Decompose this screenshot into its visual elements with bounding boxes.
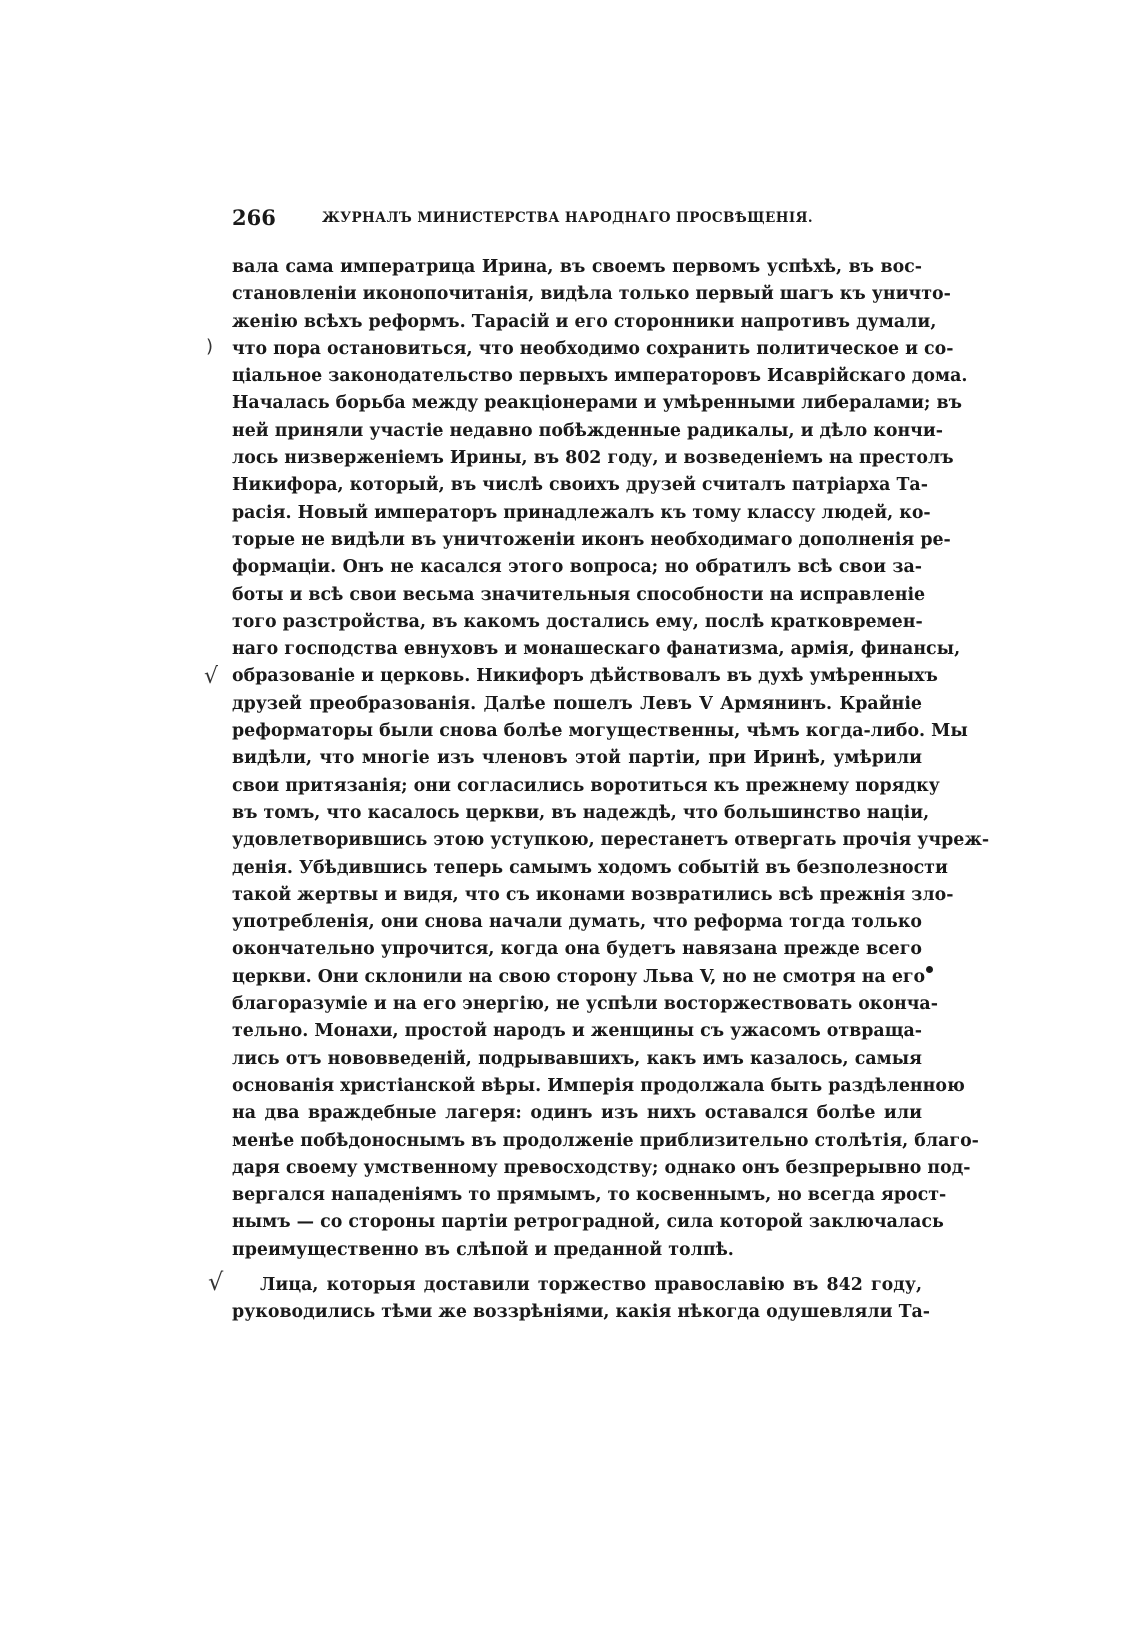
text-line: удовлетворившись этою уступкою, перестанетъ отвергать прочія учреж- xyxy=(232,830,990,851)
text-line: видѣли, что многіе изъ членовъ этой партіи, при Иринѣ, умѣрили xyxy=(232,748,922,769)
text-line: церкви. Они склонили на свою сторону Льва V, но не смотря на его xyxy=(232,966,926,987)
text-line: Никифора, который, въ числѣ своихъ друзей считалъ патріарха Та- xyxy=(232,475,928,496)
text-line: преимущественно въ слѣпой и преданной толпѣ. xyxy=(232,1239,734,1260)
text-line: благоразуміе и на его энергію, не успѣли восторжествовать оконча- xyxy=(232,994,938,1015)
text-line: Началась борьба между реакціонерами и умѣренными либералами; въ xyxy=(232,393,962,414)
page-number: 266 xyxy=(232,205,276,230)
text-line: менѣе побѣдоноснымъ въ продолженіе приблизительно столѣтія, благо- xyxy=(232,1130,979,1151)
text-line: руководились тѣми же воззрѣніями, какія нѣкогда одушевляли Та- xyxy=(232,1302,931,1323)
text-line: становленіи иконопочитанія, видѣла только первый шагъ къ уничто- xyxy=(232,284,951,305)
text-line: Лица, которыя доставили торжество православію въ 842 году, xyxy=(260,1274,922,1295)
page-header xyxy=(232,205,922,235)
text-line: вергался нападеніямъ то прямымъ, то косвеннымъ, но всегда ярост- xyxy=(232,1185,947,1206)
margin-check-mark: √ xyxy=(204,664,219,689)
text-line: свои притязанія; они согласились воротиться къ прежнему порядку xyxy=(232,775,940,796)
text-line: того разстройства, въ какомъ достались ему, послѣ кратковремен- xyxy=(232,611,923,632)
text-line: лись отъ нововведеній, подрывавшихъ, какъ имъ казалось, самыя xyxy=(232,1048,922,1069)
running-title: ЖУРНАЛЪ МИНИСТЕРСТВА НАРОДНАГО ПРОСВѢЩЕНІЯ. xyxy=(322,210,813,226)
text-line: нымъ — со стороны партіи ретроградной, сила которой заключалась xyxy=(232,1212,944,1233)
text-line: денія. Убѣдившись теперь самымъ ходомъ событій въ безполезности xyxy=(232,857,948,878)
text-line: тельно. Монахи, простой народъ и женщины съ ужасомъ отвраща- xyxy=(232,1021,922,1042)
text-line: друзей преобразованія. Далѣе пошелъ Левъ V Армянинъ. Крайніе xyxy=(232,693,922,714)
text-line: такой жертвы и видя, что съ иконами возвратились всѣ прежнія зло- xyxy=(232,884,954,905)
text-line: что пора остановиться, что необходимо сохранить политическое и со- xyxy=(232,338,954,359)
text-line: формаціи. Онъ не касался этого вопроса; но обратилъ всѣ свои за- xyxy=(232,557,922,578)
text-line: употребленія, они снова начали думать, что реформа тогда только xyxy=(232,912,922,933)
text-line: реформаторы были снова болѣе могущественны, чѣмъ когда-либо. Мы xyxy=(232,721,968,742)
text-line: ней приняли участіе недавно побѣжденные радикалы, и дѣло кончи- xyxy=(232,420,944,441)
margin-dot-mark xyxy=(926,966,933,973)
body-text xyxy=(232,254,990,1327)
text-line: вала сама императрица Ирина, въ своемъ первомъ успѣхѣ, въ вос- xyxy=(232,257,922,277)
text-line: окончательно упрочится, когда она будетъ навязана прежде всего xyxy=(232,939,922,960)
text-line: боты и всѣ свои весьма значительныя способности на исправленіе xyxy=(232,584,926,605)
margin-bracket-mark: ) xyxy=(206,336,214,357)
text-line: основанія христіанской вѣры. Имперія продолжала быть раздѣленною xyxy=(232,1075,965,1096)
text-line: расія. Новый императоръ принадлежалъ къ тому классу людей, ко- xyxy=(232,502,931,523)
text-line: на два враждебные лагеря: одинъ изъ нихъ оставался болѣе или xyxy=(232,1103,922,1124)
text-line: образованіе и церковь. Никифоръ дѣйствовалъ въ духѣ умѣренныхъ xyxy=(232,666,938,687)
text-line: въ томъ, что касалось церкви, въ надеждѣ, что большинство націи, xyxy=(232,802,930,823)
text-line: торые не видѣли въ уничтоженіи иконъ необходимаго дополненія ре- xyxy=(232,529,951,550)
text-line: наго господства евнуховъ и монашескаго фанатизма, армія, финансы, xyxy=(232,639,961,660)
text-line: даря своему умственному превосходству; однако онъ безпрерывно под- xyxy=(232,1157,971,1178)
text-line: женію всѣхъ реформъ. Тарасій и его сторонники напротивъ думали, xyxy=(232,311,937,332)
text-line: лось низверженіемъ Ирины, въ 802 году, и возведеніемъ на престолъ xyxy=(232,448,954,469)
margin-check-mark: √ xyxy=(208,1268,224,1296)
text-line: ціальное законодательство первыхъ императоровъ Исаврійскаго дома. xyxy=(232,366,968,387)
